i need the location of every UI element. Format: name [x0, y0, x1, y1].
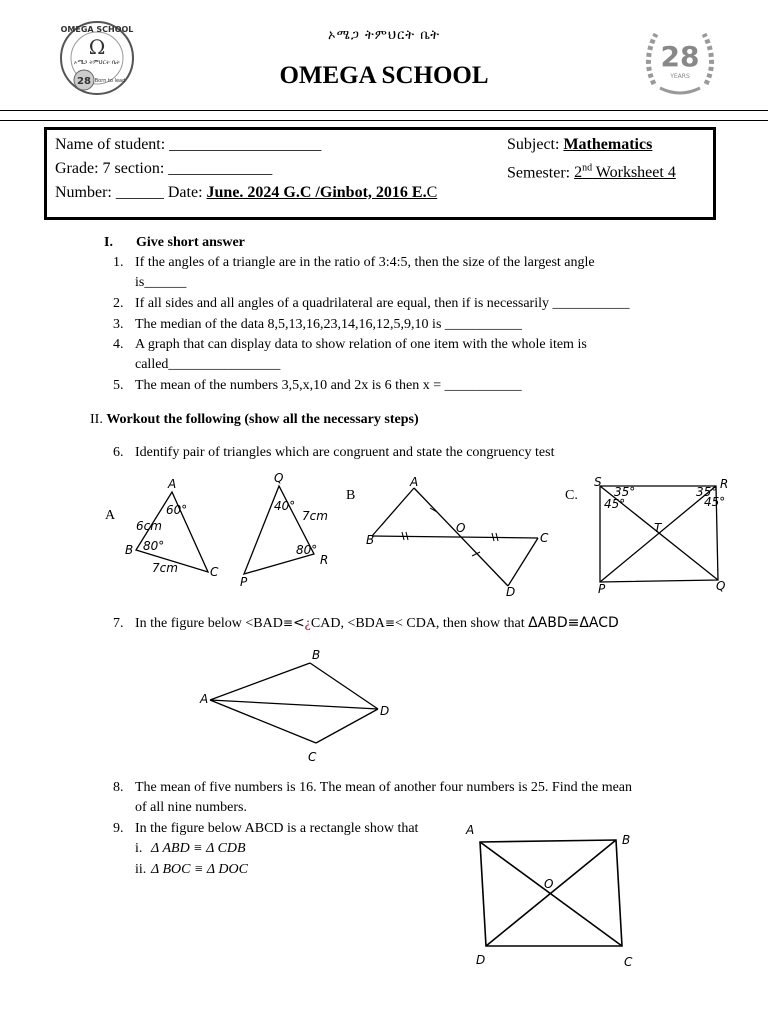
fig-a-side-qr: 7cm [302, 509, 328, 523]
fig-c-vertex-q: Q [716, 579, 726, 593]
svg-text:ኦሜጋ ትምህርት ቤት: ኦሜጋ ትምህርት ቤት [73, 59, 121, 66]
school-title: OMEGA SCHOOL [279, 62, 489, 89]
fig-c-angle-2: 45° [604, 497, 626, 511]
fig9-vertex-d: D [476, 953, 486, 967]
fig-c-vertex-p: P [598, 582, 606, 596]
fig-a-vertex-b: B [125, 543, 134, 557]
fig-c-point-t: T [654, 521, 662, 535]
fig7-vertex-a: A [200, 692, 209, 706]
question-7: 7. In the figure below <BAD≡<¿CAD, <BDA≡< CDA, then show that ΔABD≡ΔACD [113, 615, 619, 631]
question-1: 1. If the angles of a triangle are in the ratio of 3:4:5, then the size of the largest angle is______ [113, 255, 595, 290]
fig7-vertex-b: B [312, 648, 321, 662]
fig-a-vertex-q: Q [274, 471, 284, 485]
fig-c-vertex-s: S [594, 476, 602, 489]
name-blank[interactable]: ___________________ [169, 136, 322, 153]
section-2-heading: II. Workout the following (show all the necessary steps) [90, 412, 419, 427]
figure-q9-rectangle [460, 818, 650, 978]
figure-label-a: A [105, 508, 116, 523]
fig-a-vertex-c: C [210, 565, 219, 579]
fig-b-vertex-a: A [410, 475, 419, 489]
semester-value: 2nd Worksheet 4 [574, 163, 676, 182]
svg-text:Born to lead: Born to lead [94, 78, 126, 84]
info-subject-line [507, 133, 652, 157]
fig9-vertex-a: A [466, 823, 475, 837]
fig-a-angle-a: 60° [166, 503, 188, 517]
info-name-line [55, 133, 321, 157]
fig-a-angle-b: 80° [143, 539, 165, 553]
name-label: Name of student: [55, 136, 166, 153]
svg-text:28: 28 [77, 76, 91, 87]
subject-value: Mathematics [563, 136, 653, 153]
fig-c-angle-4: 45° [704, 495, 726, 509]
question-4: 4. A graph that can display data to show relation of one item with the whole item is called________________ [113, 337, 587, 372]
figure-q7-quadrilateral [198, 645, 398, 770]
header-rule-top [0, 110, 768, 111]
number-blank[interactable]: ______ [115, 184, 164, 201]
info-semester-line [507, 157, 676, 185]
header-rule-bottom [0, 120, 768, 121]
fig-a-vertex-r: R [320, 553, 329, 567]
question-6: 6. Identify pair of triangles which are congruent and state the congruency test [113, 445, 555, 460]
fig7-vertex-d: D [380, 704, 390, 718]
fig9-vertex-b: B [622, 833, 631, 847]
fig-b-vertex-c: C [540, 531, 549, 545]
fig-c-vertex-r: R [720, 477, 729, 491]
fig-a-side-ab: 6cm [136, 519, 162, 533]
info-number-line [55, 181, 437, 205]
figure-a-triangles [116, 470, 344, 598]
semester-label: Semester: [507, 164, 571, 182]
svg-text:YEARS: YEARS [670, 73, 690, 80]
fig7-vertex-c: C [308, 750, 317, 764]
fig9-point-o: O [544, 877, 554, 891]
figure-label-c: C. [565, 488, 578, 503]
figure-c-rectangle [590, 476, 730, 596]
subject-label: Subject: [507, 136, 560, 153]
svg-text:OMEGA SCHOOL: OMEGA SCHOOL [60, 25, 134, 34]
fig-a-side-bc: 7cm [152, 561, 178, 575]
question-2: 2. If all sides and all angles of a quadrilateral are equal, then if is necessarily ___________ [113, 296, 630, 311]
info-grade-line [55, 157, 272, 181]
section-1-heading: I. Give short answer [104, 235, 245, 250]
figure-b-crossing-lines [362, 474, 552, 598]
question-3: 3. The median of the data 8,5,13,16,23,14,16,12,5,9,10 is ___________ [113, 317, 522, 332]
fig-b-vertex-b: B [366, 533, 375, 547]
fig-c-angle-3: 35° [696, 485, 718, 499]
question-8: 8. The mean of five numbers is 16. The mean of another four numbers is 25. Find the mean of all nine numbers. [113, 780, 633, 815]
fig-a-angle-r: 80° [296, 543, 318, 557]
grade-label: Grade: 7 section: [55, 160, 165, 177]
school-name-amharic: ኦሜጋ ትምህርት ቤት [328, 28, 440, 43]
question-9-part-i: i. Δ ABD ≡ Δ CDB [135, 841, 246, 856]
svg-text:Ω: Ω [88, 35, 106, 59]
svg-text:28: 28 [660, 40, 700, 73]
question-5: 5. The mean of the numbers 3,5,x,10 and 2x is 6 then x = ___________ [113, 378, 522, 393]
fig-b-point-o: O [456, 521, 466, 535]
fig9-vertex-c: C [624, 955, 633, 969]
fig-a-angle-q: 40° [274, 499, 296, 513]
fig-b-vertex-d: D [506, 585, 516, 598]
question-9: 9. In the figure below ABCD is a rectangle show that [113, 821, 419, 836]
section-blank[interactable]: _____________ [168, 160, 273, 177]
date-label: Date: [167, 184, 203, 201]
date-value: June. 2024 G.C /Ginbot, 2016 E.C [206, 184, 438, 201]
figure-label-b: B [346, 488, 356, 503]
anniversary-logo [640, 24, 720, 96]
number-label: Number: [55, 184, 112, 201]
fig-a-vertex-p: P [240, 575, 248, 589]
fig-a-vertex-a: A [168, 477, 177, 491]
fig-c-angle-1: 35° [614, 485, 636, 499]
question-9-part-ii: ii. Δ BOC ≡ Δ DOC [135, 862, 248, 877]
